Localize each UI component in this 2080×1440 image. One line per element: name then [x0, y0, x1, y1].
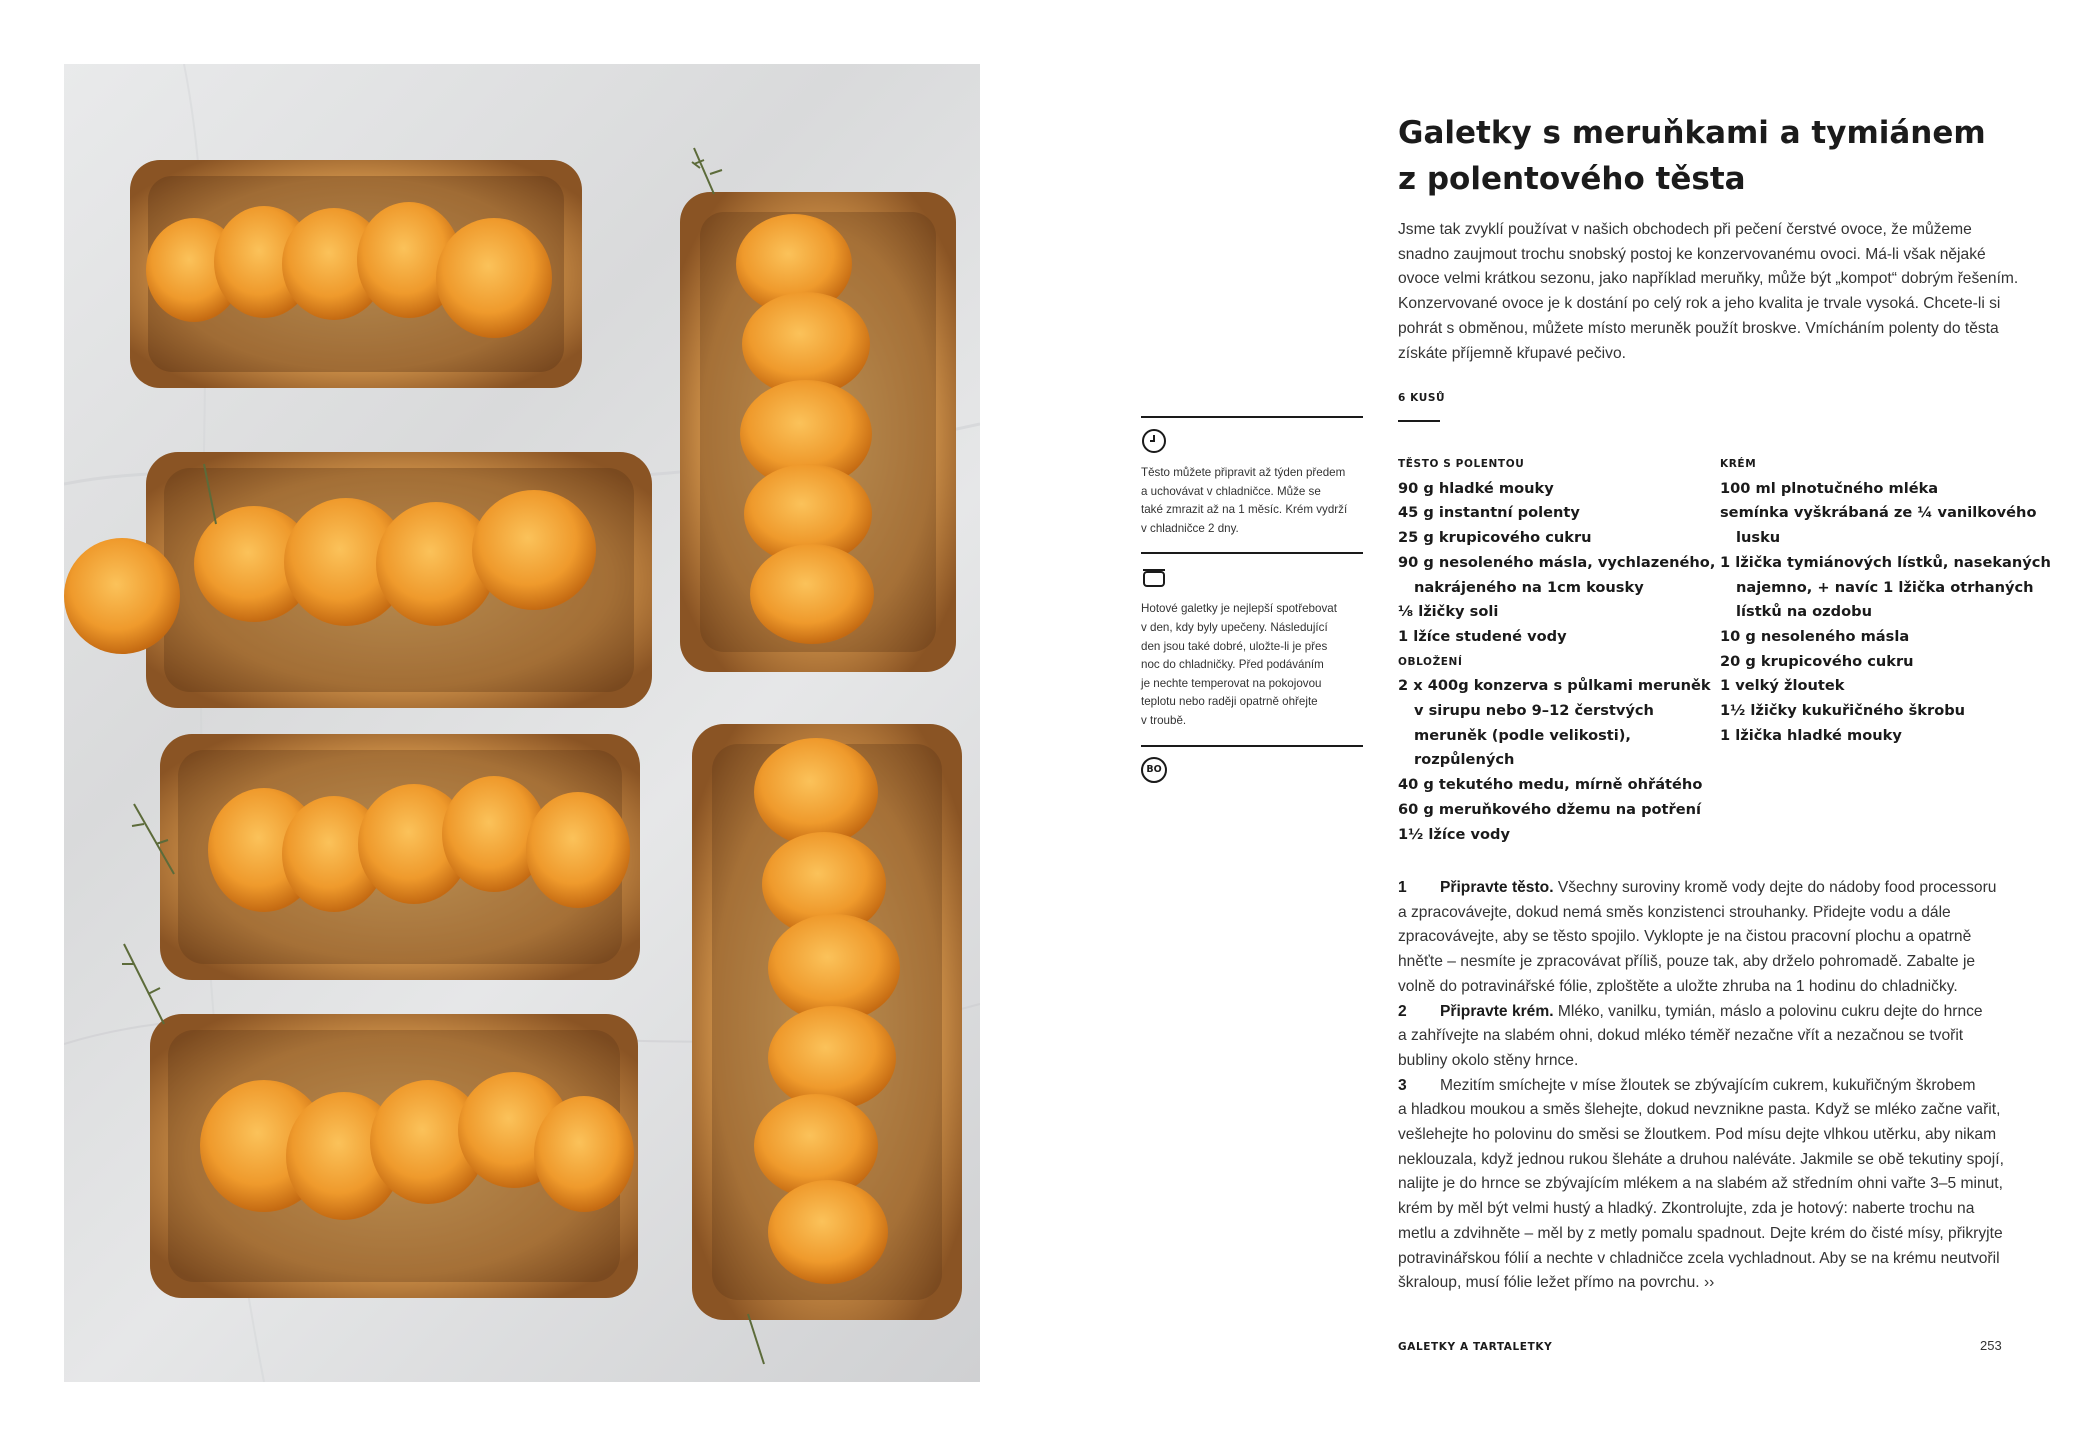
step-line: a zahřívejte na slabém ohni, dokud mléko téměř nezačne vřít a nezačnou se tvořit — [1398, 1027, 1964, 1045]
ingredient-line: 1 velký žloutek — [1720, 677, 1845, 695]
note-line: je nechte temperovat na pokojovou — [1141, 676, 1322, 690]
intro-line: získáte příjemně křupavé pečivo. — [1398, 344, 1626, 362]
method-steps — [1398, 876, 2028, 1296]
ingredient-line: v sirupu nebo 9–12 čerstvých — [1414, 702, 1654, 719]
note-line: v den, kdy byly upečeny. Následující — [1141, 620, 1328, 634]
ingredient-line: najemno, + navíc 1 lžička otrhaných — [1736, 578, 2034, 596]
ingredient-line: rozpůlených — [1414, 751, 1515, 769]
step-line: potravinářskou fólií a nechte v chladničce zcela vychladnout. Aby se na krému neutvořil — [1398, 1249, 2000, 1267]
step-number: 2 — [1398, 1002, 1407, 1020]
ingredient-line: 40 g tekutého medu, mírně ohřátého — [1398, 776, 1703, 794]
ingredients-right-column — [1720, 452, 2051, 748]
prep-ahead-note — [1141, 464, 1363, 538]
note-divider — [1141, 745, 1363, 747]
ingredient-line: 45 g instantní polenty — [1398, 504, 1580, 522]
note-line: v troubě. — [1141, 713, 1187, 727]
step-line: škraloup, musí fólie ležet přímo na povrchu. ›› — [1398, 1274, 1715, 1292]
galettes-illustration — [64, 64, 980, 1382]
galette-6 — [150, 1014, 638, 1298]
ingredient-line: nakrájeného na 1cm kousky — [1414, 578, 1644, 596]
step-line: bubliny okolo stěny hrnce. — [1398, 1051, 1579, 1069]
step-first-line: 1 Připravte těsto. Všechny suroviny kromě vody dejte do nádoby food processoru — [1398, 876, 2028, 901]
step-line: vešlehejte ho polovinu do směsi se žloutkem. Pod mísu dejte vlhkou utěrku, aby nikam — [1398, 1126, 1997, 1144]
ingredient-line: 1½ lžíce vody — [1398, 825, 1510, 843]
intro-line: snadno zaujmout trochu snobský postoj ke konzervovanému ovoci. Má-li však nějaké — [1398, 245, 1986, 263]
author-badge: BO — [1141, 757, 1167, 783]
intro-line: Jsme tak zvyklí používat v našich obchodech při pečení čerstvé ovoce, že můžeme — [1398, 221, 1972, 238]
galette-1 — [130, 160, 582, 388]
ingredient-line: 90 g nesoleného másla, vychlazeného, — [1398, 553, 1716, 571]
ingredient-line: 1 lžička tymiánových lístků, nasekaných — [1720, 553, 2051, 571]
recipe-intro — [1398, 218, 2028, 366]
galette-5 — [692, 724, 962, 1320]
note-divider — [1141, 416, 1363, 418]
step-heading: Připravte krém. — [1440, 1002, 1554, 1020]
step-number: 1 — [1398, 879, 1407, 896]
step-line: volně do potravinářské fólie, zploštěte a uložte zhruba na 1 hodinu do chladničky. — [1398, 977, 1958, 995]
note-line: a uchovávat v chladničce. Může se — [1141, 484, 1321, 498]
galette-4 — [160, 734, 640, 980]
note-line: teplotu nebo raději opatrně ohřejte — [1141, 695, 1318, 709]
yield-divider — [1398, 420, 1440, 422]
ingredient-line: semínka vyškrábaná ze ¼ vanilkového — [1720, 504, 2037, 522]
ingredient-heading: TĚSTO S POLENTOU — [1398, 458, 1525, 470]
ingredient-heading: OBLOŽENÍ — [1398, 655, 1463, 668]
note-divider — [1141, 552, 1363, 554]
intro-line: ovoce velmi krátkou sezonu, jako například meruňky, může být „kompot“ dobrým řešením. — [1398, 270, 2019, 288]
title-line: z polentového těsta — [1398, 161, 1746, 197]
ingredient-line: 25 g krupicového cukru — [1398, 529, 1592, 547]
intro-line: Konzervované ovoce je k dostání po celý rok a jeho kvalita je trvale vysoká. Chcete-li si — [1398, 295, 2001, 313]
ingredient-line: meruněk (podle velikosti), — [1414, 726, 1631, 744]
note-line: Těsto můžete připravit až týden předem — [1141, 466, 1346, 479]
step-line: neklouzala, když jednou rukou šleháte a druhou naléváte. Jakmile se obě tekutiny spojí, — [1398, 1150, 2004, 1168]
ingredient-line: ⅛ lžičky soli — [1398, 603, 1499, 621]
recipe-title — [1398, 110, 1986, 202]
ingredient-line: 1½ lžičky kukuřičného škrobu — [1720, 702, 1966, 720]
step-line: zpracovávejte, aby se těsto spojilo. Vyklopte je na čistou pracovní plochu a opatrně — [1398, 928, 1972, 946]
footer-section-title: GALETKY A TARTALETKY — [1398, 1341, 1553, 1353]
step-line: krém by měl být velmi hustý a hladký. Zkontrolujte, zda je hotový: naberte trochu na — [1398, 1200, 1975, 1218]
step-line: a zpracovávejte, dokud nemá směs konzistenci strouhanky. Přidejte vodu a dále — [1398, 903, 1951, 921]
ingredient-line: 60 g meruňkového džemu na potření — [1398, 800, 1702, 818]
recipe-yield: 6 KUSŮ — [1398, 392, 1446, 404]
ingredient-line: lusku — [1736, 529, 1781, 547]
step-first-line: 3 Mezitím smíchejte v míse žloutek se zbývajícím cukrem, kukuřičným škrobem — [1398, 1074, 2028, 1099]
intro-line: pohrát s obměnou, můžete místo meruněk použít broskve. Vmícháním polenty do těsta — [1398, 319, 1999, 337]
note-line: noc do chladničky. Před podáváním — [1141, 658, 1324, 672]
step-heading: Připravte těsto. — [1440, 879, 1554, 896]
galette-3 — [64, 452, 652, 708]
note-line: den jsou také dobré, uložte-li je přes — [1141, 639, 1328, 653]
ingredient-line: 100 ml plnotučného mléka — [1720, 479, 1939, 497]
ingredient-line: lístků na ozdobu — [1736, 603, 1872, 621]
step-line: a hladkou moukou a směs šlehejte, dokud nevznikne pasta. Když se mléko začne vařit, — [1398, 1101, 2001, 1119]
note-line: také zmrazit až na 1 měsíc. Krém vydrží — [1141, 503, 1348, 517]
container-icon — [1141, 564, 1167, 590]
ingredient-line: 90 g hladké mouky — [1398, 479, 1554, 497]
step-line: hněťte – nesmíte je zpracovávat příliš, pouze tak, aby drželo pohromadě. Zabalte je — [1398, 953, 1976, 971]
side-notes — [1141, 416, 1363, 783]
galettes-photo — [64, 64, 980, 1382]
ingredients-left-column — [1398, 452, 1718, 847]
title-line: Galetky s meruňkami a tymiánem — [1398, 115, 1986, 151]
note-line: v chladničce 2 dny. — [1141, 521, 1239, 535]
ingredient-line: 10 g nesoleného másla — [1720, 627, 1910, 645]
ingredient-line: 1 lžička hladké mouky — [1720, 726, 1902, 744]
step-line: metlu a zdvihněte – měl by z metly pomalu spadnout. Dejte krém do čisté mísy, přikryjte — [1398, 1224, 2003, 1242]
ingredient-heading: KRÉM — [1720, 458, 1757, 470]
ingredient-line: 2 x 400g konzerva s půlkami meruněk — [1398, 677, 1711, 695]
note-line: Hotové galetky je nejlepší spotřebovat — [1141, 602, 1337, 616]
step-line: nalijte je do hrnce se zbývajícím mlékem a na slabém až středním ohni vařte 3–5 minut, — [1398, 1175, 2003, 1193]
galette-2 — [680, 192, 956, 672]
clock-icon — [1141, 428, 1167, 454]
storage-note — [1141, 600, 1363, 730]
ingredient-line: 1 lžíce studené vody — [1398, 627, 1567, 645]
page-number: 253 — [1980, 1338, 2002, 1353]
ingredient-line: 20 g krupicového cukru — [1720, 652, 1914, 670]
step-number: 3 — [1398, 1076, 1407, 1094]
step-first-line: 2 Připravte krém. Mléko, vanilku, tymián, máslo a polovinu cukru dejte do hrnce — [1398, 1000, 2028, 1025]
